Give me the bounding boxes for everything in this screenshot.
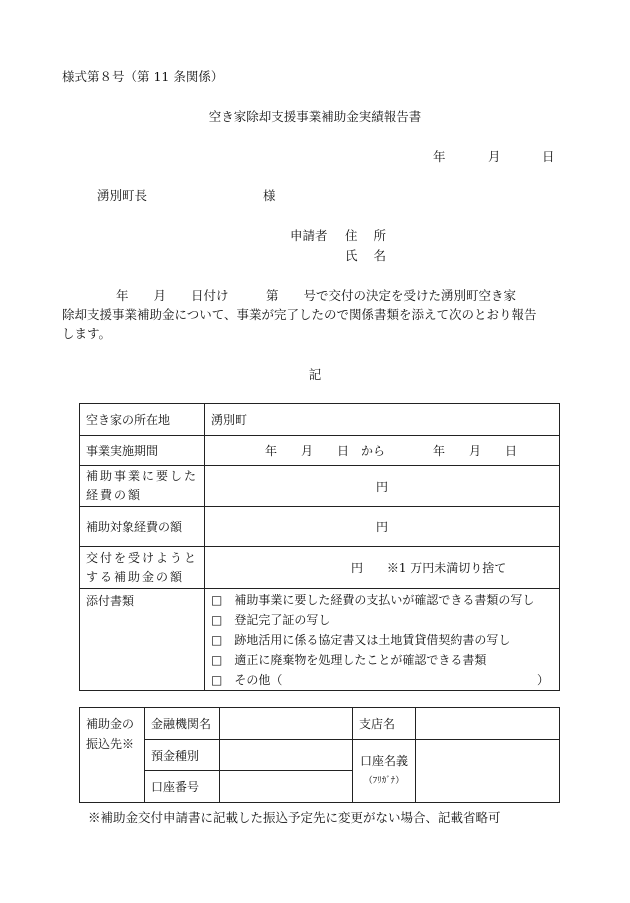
body-line-3: します。 bbox=[62, 326, 112, 341]
body-line-2: 除却支援事業補助金について、事業が完了したので関係書類を添えて次のとおり報告 bbox=[62, 307, 537, 322]
attach-item-3[interactable]: □ 跡地活用に係る協定書又は土地賃貸借契約書の写し bbox=[211, 633, 511, 647]
account-holder-kana: （ﾌﾘｶﾞﾅ） bbox=[363, 776, 405, 786]
account-holder-label bbox=[353, 740, 416, 803]
row-period bbox=[80, 436, 560, 466]
eligible-label: 補助対象経費の額 bbox=[80, 507, 205, 547]
branch-label: 支店名 bbox=[353, 708, 416, 740]
bank-name-value[interactable] bbox=[220, 708, 353, 740]
cost-label: 補助事業に要した経費の額 bbox=[80, 466, 205, 507]
row-location bbox=[80, 404, 560, 436]
bank-label: 補助金の振込先※ bbox=[80, 708, 145, 803]
date-month: 月 bbox=[488, 149, 501, 164]
grant-label: 交付を受けようとする補助金の額 bbox=[80, 547, 205, 589]
attach-item-1[interactable]: □ 補助事業に要した経費の支払いが確認できる書類の写し bbox=[211, 593, 535, 607]
ki-heading: 記 bbox=[308, 367, 322, 382]
document-title: 空き家除却支援事業補助金実績報告書 bbox=[208, 109, 422, 124]
applicant-label: 申請者 bbox=[290, 228, 328, 243]
bank-name-label: 金融機関名 bbox=[145, 708, 220, 740]
form-number: 様式第８号（第 11 条関係） bbox=[62, 69, 224, 84]
bank-row-1 bbox=[80, 708, 560, 740]
grant-value[interactable] bbox=[205, 547, 560, 589]
grant-note: ※1 万円未満切り捨て bbox=[386, 561, 507, 575]
bank-row-2 bbox=[80, 740, 560, 771]
location-value[interactable]: 湧別町 bbox=[205, 404, 560, 436]
date-day: 日 bbox=[542, 149, 555, 164]
period-value[interactable]: 年 月 日 から 年 月 日 bbox=[205, 436, 560, 466]
applicant-name-label: 氏 名 bbox=[345, 248, 392, 263]
body-line-1: 年 月 日付け 第 号で交付の決定を受けた湧別町空き家 bbox=[62, 288, 516, 303]
row-grant bbox=[80, 547, 560, 589]
date-year: 年 bbox=[433, 149, 446, 164]
deposit-type-value[interactable] bbox=[220, 740, 353, 771]
account-holder-value[interactable] bbox=[416, 740, 560, 803]
addressee-name: 湧別町長 bbox=[97, 188, 148, 203]
deposit-type-label: 預金種別 bbox=[145, 740, 220, 771]
account-holder-text: 口座名義 bbox=[359, 754, 408, 768]
attach-item-2[interactable]: □ 登記完了証の写し bbox=[211, 613, 331, 627]
location-label: 空き家の所在地 bbox=[80, 404, 205, 436]
report-body bbox=[62, 286, 572, 343]
row-eligible bbox=[80, 507, 560, 547]
account-number-value[interactable] bbox=[220, 771, 353, 803]
row-cost bbox=[80, 466, 560, 507]
footnote: ※補助金交付申請書に記載した振込予定先に変更がない場合、記載省略可 bbox=[88, 810, 501, 825]
period-label: 事業実施期間 bbox=[80, 436, 205, 466]
attach-item-5-close: ） bbox=[536, 673, 549, 687]
row-attachments bbox=[80, 589, 560, 691]
attach-item-5[interactable] bbox=[211, 670, 553, 690]
attach-label: 添付書類 bbox=[80, 589, 205, 691]
attach-item-5-text: □ その他（ bbox=[211, 673, 283, 687]
bank-table bbox=[79, 707, 560, 803]
applicant-address-label: 住 所 bbox=[345, 228, 392, 243]
account-number-label: 口座番号 bbox=[145, 771, 220, 803]
branch-value[interactable] bbox=[416, 708, 560, 740]
attach-item-4[interactable]: □ 適正に廃棄物を処理したことが確認できる書類 bbox=[211, 653, 487, 667]
attach-list bbox=[205, 589, 560, 691]
grant-unit: 円 bbox=[351, 561, 364, 575]
cost-value[interactable]: 円 bbox=[205, 466, 560, 507]
eligible-value[interactable]: 円 bbox=[205, 507, 560, 547]
addressee-honorific: 様 bbox=[263, 188, 276, 203]
report-table bbox=[79, 403, 560, 691]
